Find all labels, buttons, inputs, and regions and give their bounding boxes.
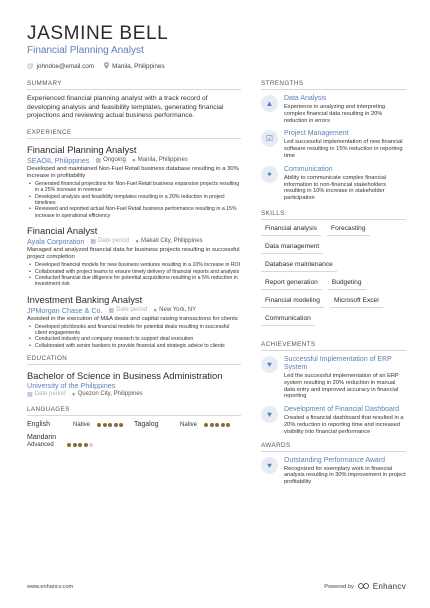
- education-entry: [27, 370, 241, 398]
- calendar-icon: ▦: [108, 307, 115, 314]
- language-level: Advanced: [27, 441, 54, 448]
- job-date-text: Date period: [116, 307, 148, 314]
- proficiency-dot: [204, 423, 208, 427]
- education-location-text: Quezon City, Philippines: [77, 391, 143, 398]
- skills-heading: SKILLS: [261, 210, 406, 220]
- strengths-heading: STRENGTHS: [261, 80, 406, 90]
- job-description: Developed and maintained Non-Fuel Retail business database resulting in a 30% increase in profitability: [27, 165, 239, 179]
- powered-by: [324, 582, 406, 591]
- proficiency-dot: [97, 423, 101, 427]
- proficiency-dots: [204, 423, 230, 427]
- language-name: Mandarin: [27, 433, 57, 441]
- achievements-item: [261, 356, 406, 400]
- awards-item: [261, 457, 406, 486]
- language-level-row: [27, 441, 93, 448]
- company-name[interactable]: JPMorgan Chase & Co.: [27, 305, 103, 315]
- page-footer: [27, 582, 406, 591]
- bullet-item: • Conducted industry and company research to support deal execution: [27, 336, 241, 342]
- clipboard-icon: ☑: [261, 130, 278, 147]
- location-pin-icon: ●: [153, 306, 158, 314]
- candidate-name: JASMINE BELL: [27, 23, 169, 44]
- proficiency-dot: [103, 423, 107, 427]
- bullet-item: • Generated financial projections for Non-Fuel Retail business expansion projects resulting in a 25% increase in revenue: [27, 181, 241, 194]
- job-date-text: Date period: [98, 238, 130, 245]
- achievements-body: [284, 356, 406, 400]
- job-meta: [27, 306, 241, 315]
- experience-entry: [27, 144, 241, 219]
- proficiency-dot: [78, 443, 82, 447]
- experience-heading: EXPERIENCE: [27, 129, 241, 139]
- strengths-body: [284, 130, 406, 159]
- email-item[interactable]: [27, 63, 94, 70]
- skill-tag: Report generation: [261, 279, 322, 290]
- bullet-item: • Collaborated with project teams to ensure timely delivery of financial reports and analysis: [27, 269, 241, 275]
- language-level: Native: [180, 421, 198, 428]
- strengths-item: [261, 130, 406, 159]
- location-item: [104, 62, 165, 71]
- proficiency-dot: [215, 423, 219, 427]
- proficiency-dot: [108, 423, 112, 427]
- calendar-icon: ▦: [90, 238, 97, 245]
- experience-entry: [27, 294, 241, 349]
- job-location: [132, 157, 188, 164]
- achievements-body: [284, 406, 406, 435]
- brand-name: Enhancv: [372, 582, 406, 591]
- strengths-description: Ability to communicate complex financial information to non-financial stakeholders resulting in 10% increase in stakeholder participation: [284, 174, 387, 202]
- summary-text: Experienced financial planning analyst with a track record of developing analysis and feasibility templates, generating financial projections and reviewing actual business performance.: [27, 95, 224, 120]
- right-column: [261, 80, 406, 492]
- bullet-item: • Developed analysis and feasibility templates resulting in a 20% reduction in project timelines: [27, 194, 241, 207]
- powered-by-label: Powered by: [324, 583, 354, 590]
- experience-list: [27, 144, 241, 349]
- location-pin-icon: ●: [131, 156, 136, 164]
- bullet-item: • Conducted financial due diligence for potential acquisitions resulting in a 5% reduction in investment risk: [27, 275, 241, 288]
- enhancv-logo-icon: [358, 583, 369, 591]
- location-pin-icon: ●: [71, 390, 76, 398]
- resume-header: [27, 24, 407, 71]
- awards-heading: AWARDS: [261, 442, 406, 452]
- skill-tag: Communication: [261, 315, 315, 326]
- job-location: [135, 238, 203, 245]
- strengths-body: [284, 166, 406, 202]
- skills-list: [261, 225, 406, 333]
- bullet-item: • Developed financial models for new business ventures resulting in a 10% increase in ROI: [27, 262, 241, 268]
- strengths-item: [261, 95, 406, 124]
- candidate-title: Financial Planning Analyst: [27, 45, 144, 56]
- job-location-text: New York, NY: [159, 307, 197, 314]
- job-meta: [27, 237, 241, 246]
- achievements-title: Successful Implementation of ERP System: [284, 355, 392, 371]
- company-name[interactable]: Ayala Corporation: [27, 236, 85, 246]
- job-date: [95, 157, 125, 164]
- proficiency-dot: [73, 443, 77, 447]
- education-date-text: Date period: [34, 391, 66, 398]
- languages-list: [27, 421, 241, 448]
- job-date-text: Ongoing: [103, 157, 126, 164]
- company-name[interactable]: SEAOIL Philippines: [27, 155, 90, 165]
- location-pin-icon: [104, 62, 109, 71]
- job-date: [109, 307, 148, 314]
- skill-tag: Budgeting: [328, 279, 366, 290]
- bullet-item: • Developed pitchbooks and financial models for potential deals resulting in successful client engagements: [27, 324, 241, 337]
- achievements-description: Led the successful implementation of an ERP system resulting in 20% reduction in manual data entry and improved accuracy in financial reporting: [284, 372, 399, 400]
- proficiency-dot: [114, 423, 118, 427]
- proficiency-dot: [119, 423, 123, 427]
- awards-list: [261, 457, 406, 486]
- strengths-description: Experience in analyzing and interpreting complex financial data resulting in 20% reduction in errors: [284, 104, 386, 124]
- awards-description: Recognized for exemplary work in financial analysis resulting in 30% improvement in project profitability: [284, 465, 406, 486]
- skill-tag: Financial modeling: [261, 297, 324, 308]
- job-description: Managed and analyzed financial data for business projects resulting in successful project completion: [27, 246, 240, 261]
- education-location: [72, 391, 143, 398]
- proficiency-dot: [67, 443, 71, 447]
- strengths-title: Communication: [284, 165, 333, 173]
- skill-tag: Forecasting: [327, 225, 369, 236]
- proficiency-dot: [89, 443, 93, 447]
- job-location-text: Makati City, Philippines: [141, 238, 203, 245]
- left-column: [27, 80, 241, 448]
- job-bullets: [27, 262, 241, 287]
- degree-title: Bachelor of Science in Business Administration: [27, 369, 223, 381]
- heart-icon: ♥: [261, 457, 278, 474]
- awards-body: [284, 457, 406, 486]
- summary-heading: SUMMARY: [27, 80, 241, 90]
- achievements-list: [261, 356, 406, 436]
- language-name: English: [27, 420, 50, 428]
- chart-icon: ▲: [261, 95, 278, 112]
- job-meta: [27, 156, 241, 165]
- experience-entry: [27, 225, 241, 288]
- proficiency-dot: [210, 423, 214, 427]
- lightbulb-icon: ✦: [261, 166, 278, 183]
- education-heading: EDUCATION: [27, 355, 241, 365]
- education-meta: [27, 391, 241, 398]
- proficiency-dot: [84, 443, 88, 447]
- language-item: [27, 421, 134, 428]
- language-item: [134, 421, 241, 428]
- skill-tag: Database maintenance: [261, 261, 337, 272]
- at-icon: @: [27, 63, 34, 70]
- bullet-item: • Reviewed and reported actual Non-Fuel Retail business performance resulting in a 15% increase in operational efficiency: [27, 206, 241, 219]
- skill-tag: Data management: [261, 243, 323, 254]
- job-description: Assisted in the execution of M&A deals and capital raising transactions for clients: [27, 315, 238, 322]
- proficiency-dots: [67, 443, 93, 447]
- heart-icon: ♥: [261, 406, 278, 423]
- awards-title: Outstanding Performance Award: [284, 456, 386, 464]
- achievements-item: [261, 406, 406, 435]
- strengths-list: [261, 95, 406, 202]
- job-location: [153, 307, 196, 314]
- language-name: Tagalog: [134, 420, 159, 428]
- website-link[interactable]: www.enhancv.com: [27, 583, 74, 590]
- heart-icon: ♥: [261, 356, 278, 373]
- job-title: Financial Analyst: [27, 224, 98, 236]
- job-date: [90, 238, 129, 245]
- language-item: [27, 434, 134, 448]
- strengths-title: Project Management: [284, 130, 349, 138]
- achievements-heading: ACHIEVEMENTS: [261, 341, 406, 351]
- school-name: University of the Philippines: [27, 380, 116, 390]
- location-text: Manila, Philippines: [112, 63, 165, 70]
- proficiency-dots: [97, 423, 123, 427]
- strengths-description: Led successful implementation of new financial software resulting in 15% reduction in reporting time: [284, 139, 403, 159]
- calendar-icon: ▦: [27, 391, 33, 398]
- education-date: [27, 391, 66, 398]
- job-title: Financial Planning Analyst: [27, 143, 137, 155]
- email-text: johndoe@email.com: [36, 63, 95, 70]
- languages-heading: LANGUAGES: [27, 406, 241, 416]
- skill-tag: Microsoft Excel: [330, 297, 383, 308]
- achievements-title: Development of Financial Dashboard: [284, 406, 400, 414]
- achievements-description: Created a financial dashboard that resulted in a 20% reduction in reporting time and increased visibility into financial performance: [284, 415, 404, 435]
- contact-info: [27, 62, 407, 71]
- language-level: Native: [73, 421, 91, 428]
- calendar-icon: ▦: [95, 157, 102, 164]
- strengths-body: [284, 95, 406, 124]
- bullet-item: • Collaborated with senior bankers to provide financial and strategic advice to clients: [27, 343, 241, 349]
- skill-tag: Financial analysis: [261, 225, 321, 236]
- strengths-title: Data Analysis: [284, 95, 327, 102]
- job-title: Investment Banking Analyst: [27, 293, 143, 305]
- job-bullets: [27, 324, 241, 349]
- strengths-item: [261, 166, 406, 202]
- proficiency-dot: [221, 423, 225, 427]
- location-pin-icon: ●: [135, 237, 140, 245]
- proficiency-dot: [226, 423, 230, 427]
- job-bullets: [27, 181, 241, 219]
- job-location-text: Manila, Philippines: [137, 157, 188, 164]
